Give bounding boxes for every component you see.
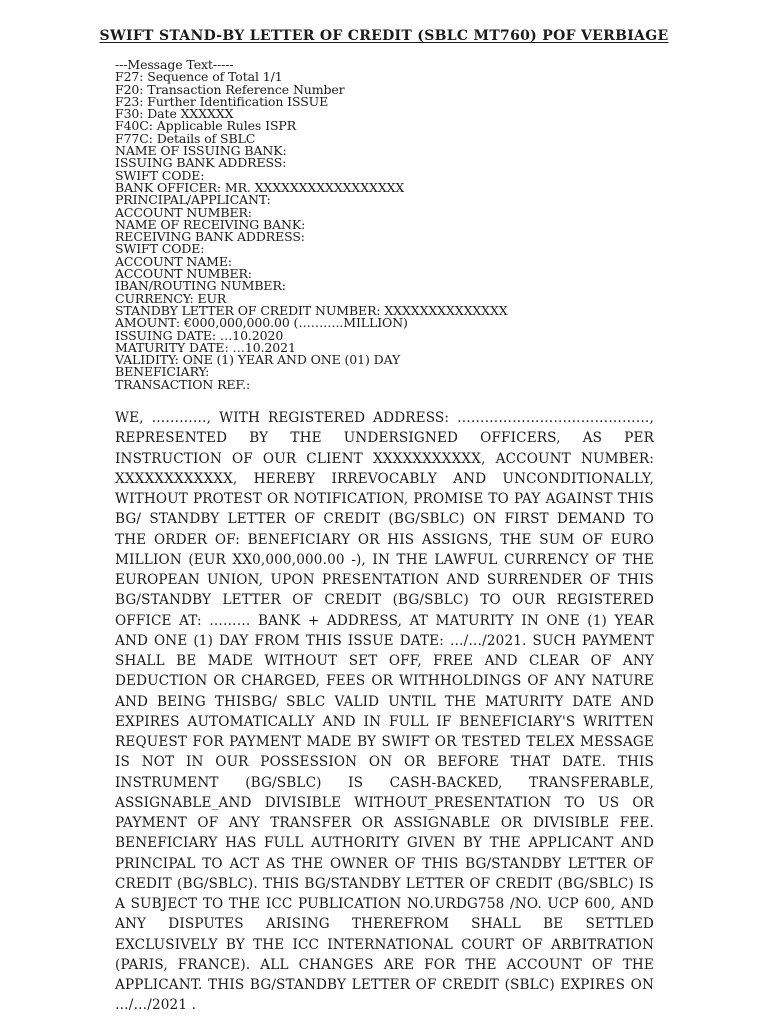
message-line: SWIFT CODE: <box>115 167 205 183</box>
message-line: TRANSACTION REF.: <box>115 376 251 392</box>
message-line: ACCOUNT NUMBER: <box>115 204 252 220</box>
message-line: BENEFICIARY: <box>115 364 210 380</box>
message-line: AMOUNT: €000,000,000.00 (………..MILLION) <box>115 315 408 331</box>
message-line: STANDBY LETTER OF CREDIT NUMBER: XXXXXXXXXXXXXX <box>115 302 508 318</box>
message-line: ACCOUNT NAME: <box>115 253 232 269</box>
message-line: F23: Further Identification ISSUE <box>115 93 329 109</box>
document-title-text: SWIFT STAND-BY LETTER OF CREDIT (SBLC MT760) POF VERBIAGE <box>99 28 669 44</box>
message-line: ISSUING BANK ADDRESS: <box>115 155 287 171</box>
message-line: NAME OF RECEIVING BANK: <box>115 216 306 232</box>
message-line: CURRENCY: EUR <box>115 290 227 306</box>
message-line: MATURITY DATE: …10.2021 <box>115 339 296 355</box>
message-line: ACCOUNT NUMBER: <box>115 266 252 282</box>
message-line: NAME OF ISSUING BANK: <box>115 143 287 159</box>
message-line: BANK OFFICER: MR. XXXXXXXXXXXXXXXXX <box>115 179 405 195</box>
message-line: F27: Sequence of Total 1/1 <box>115 69 283 85</box>
message-line: SWIFT CODE: <box>115 241 205 257</box>
body-paragraph: WE, …………, WITH REGISTERED ADDRESS: ……………………………………, REPRESENTED BY THE UNDERSIGNED OFFICERS, AS PER INSTRUCTION OF OUR CLIENT XXXXXXXXXXX, ACCOUNT NUMBER: XXXXXXXXXXXX, HEREBY IRREVOCABLY AND UNCONDITIONALLY, WITHOUT PROTEST OR NOTIFICATION, PROMISE TO PAY AGAINST THIS BG/ STANDBY LETTER OF CREDIT (BG/SBLC) ON FIRST DEMAND TO THE ORDER OF: BENEFICIARY OR HIS ASSIGNS, THE SUM OF EURO MILLION (EUR XX0,000,000.00 -), IN THE LAWFUL CURRENCY OF THE EUROPEAN UNION, UPON PRESENTATION AND SURRENDER OF THIS BG/STANDBY LETTER OF CREDIT (BG/SBLC) TO OUR REGISTERED OFFICE AT: ……… BANK + ADDRESS, AT MATURITY IN ONE (1) YEAR AND ONE (1) DAY FROM THIS ISSUE DATE: …/…/2021. SUCH PAYMENT SHALL BE MADE WITHOUT SET OFF, FREE AND CLEAR OF ANY DEDUCTION OR CHARGED, FEES OR WITHHOLDINGS OF ANY NATURE AND BEING THISBG/ SBLC VALID UNTIL THE MATURITY DATE AND EXPIRES AUTOMATICALLY AND IN FULL IF BENEFICIARY'S WRITTEN REQUEST FOR PAYMENT MADE BY SWIFT OR TESTED TELEX MESSAGE IS NOT IN OUR POSSESSION ON OR BEFORE THAT DATE. THIS INSTRUMENT (BG/SBLC) IS CASH-BACKED, TRANSFERABLE, ASSIGNABLE_AND DIVISIBLE WITHOUT_PRESENTATION TO US OR PAYMENT OF ANY TRANSFER OR ASSIGNABLE OR DIVISIBLE FEE. BENEFICIARY HAS FULL AUTHORITY GIVEN BY THE APPLICANT AND PRINCIPAL TO ACT AS THE OWNER OF THIS BG/STANDBY LETTER OF CREDIT (BG/SBLC). THIS BG/STANDBY LETTER OF CREDIT (BG/SBLC) IS A SUBJECT TO THE ICC PUBLICATION NO.URDG758 /NO. UCP 600, AND ANY DISPUTES ARISING THEREFROM SHALL BE SETTLED EXCLUSIVELY BY THE ICC INTERNATIONAL COURT OF ARBITRATION (PARIS, FRANCE). ALL CHANGES ARE FOR THE ACCOUNT OF THE APPLICANT. THIS BG/STANDBY LETTER OF CREDIT (SBLC) EXPIRES ON …/…/2021 . <box>115 410 654 1014</box>
message-line: RECEIVING BANK ADDRESS: <box>115 229 305 245</box>
message-line: IBAN/ROUTING NUMBER: <box>115 278 286 294</box>
message-line: F30: Date XXXXXX <box>115 106 234 122</box>
message-line: ---Message Text----- <box>115 57 234 72</box>
message-line: ISSUING DATE: …10.2020 <box>115 327 284 343</box>
message-line: VALIDITY: ONE (1) YEAR AND ONE (01) DAY <box>115 352 401 368</box>
message-line: F40C: Applicable Rules ISPR <box>115 118 297 134</box>
message-text-block <box>115 59 675 391</box>
document-title <box>0 28 768 44</box>
message-line: F77C: Details of SBLC <box>115 130 256 146</box>
message-line: F20: Transaction Reference Number <box>115 81 345 97</box>
message-line: PRINCIPAL/APPLICANT: <box>115 192 271 208</box>
